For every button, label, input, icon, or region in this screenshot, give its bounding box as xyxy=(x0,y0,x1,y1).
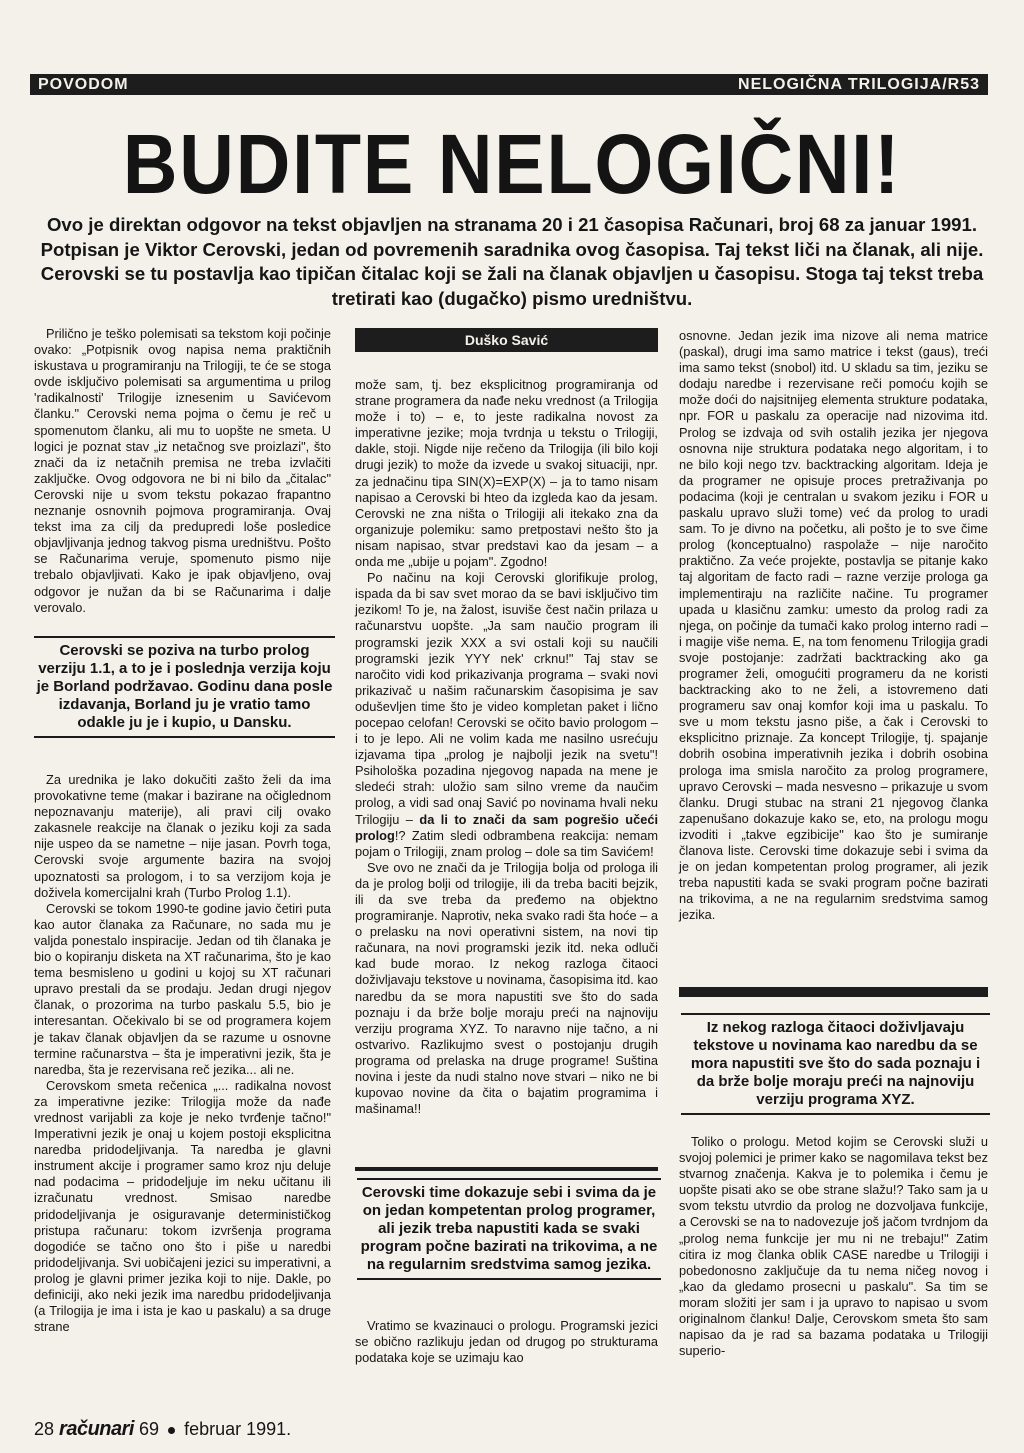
section-label-left: POVODOM xyxy=(38,76,129,93)
article-lead: Ovo je direktan odgovor na tekst objavljen na stranama 20 i 21 časopisa Računari, broj 68 za januar 1991. Potpisan je Viktor Cerovski, jedan od povremenih saradnika ovog časopisa. Taj tekst liči na članak, ali nije. Cerovski se tu postavlja kao tipičan čitalac koji se žali na članak objavljen u časopisu. Stoga taj tekst treba tretirati kao (dugačko) pismo uredništvu. xyxy=(40,214,984,309)
paragraph: može sam, tj. bez eksplicitnog programiranja od strane programera da nađe neku vrednost (a Trilogija može i to) – e, to jeste radikalna novost za imperativne jezike; moja tvrdnja u tekstu o Trilogiji, dakle, stoji. Nigde nije rečeno da Trilogija (ili bilo koji drugi jezik) to može da izvede u svakoj situaciji, npr. za jednačinu tipa SIN(X)=EXP(X) – ja to tamo nisam napisao a Cerovski bi hteo da izgleda kao da jesam. Cerovski ne zna ništa o Trilogiji ali itekako zna da organizuje polemiku: samo pretpostavi nešto što ja nisam napisao, stvar predstavi kao da jesam – a onda me „ubije u pojam". Zgodno! xyxy=(355,377,658,570)
paragraph: Toliko o prologu. Metod kojim se Cerovski služi u svojoj polemici je primer kako se nagomilava tekst bez stvarnog značenja. Kakva je to polemika i čemu je uopšte pisati ako se obe strane slažu!? Tako sam ja u svom tekstu utvrdio da prolog ne dozvoljava funkcije, a Cerovski se na to nadovezuje još jačom tvrdnjom da „prolog nema funkcije jer mu ni ne trebaju!" Zatim citira iz mog članka oblik CASE naredbe u Trilogiji i pobedonosno zaključuje da tu nema ničeg novog i „kao da gledamo prosecni u paskalu". Sa tim se moram složiti jer sam i ja upravo to napisao u svom originalnom članku! Dalje, Cerovskom smeta što sam napisao da je rad sa bazama podataka u Trilogiji superio- xyxy=(679,1134,988,1359)
paragraph-text-tail: !? Zatim sledi odbrambena reakcija: nemam pojam o Trilogiji, znam prolog – dole sa tim Savićem! xyxy=(355,827,658,859)
paragraph-bold: da li to znači da sam pogrešio učeći prolog xyxy=(355,811,659,843)
paragraph: Sve ovo ne znači da je Trilogija bolja od prologa ili da je prolog bolji od trilogije, ili da treba baciti bejzik, ili da sve treba da pređemo na objektno programiranje. Naprotiv, neka svako radi šta hoće – a o prelasku na novi operativni sistem, na novi tip računara, na novi programski jezik itd. neka odluči kad bude morao. Iz nekog razloga čitaoci doživljavaju tekstove u novinama, časopisima itd. kao naredbu da se mora napustiti sve što do sada poznaju i da brže bolje moraju preći na najnoviju verziju programa XYZ. To naravno nije tačno, a ni ostvarivo. Razlikujmo svest o postojanju drugih programa od prelaska na druge programe! Suština novina i jeste da nudi stalno nove stvari – niko ne bi kupovao novine da čita o bajatim programima i mašinama!! xyxy=(355,859,659,1117)
paragraph-text: Po načinu na koji Cerovski glorifikuje prolog, ispada da bi sav svet morao da se bavi isključivo tim jezikom! To je, na žalost, isuviše čest način prilaza u računarstvu uopšte. „Ja sam naučio program ili programski jezik XXX a svi ostali koji su naučili programski jezik YYY nek' crknu!" Taj stav se naročito vidi kod prikazivanja programa – svaki novi prikazivač u našim računarskim časopisima je sav oduševljen time što je video kompletan paket i lično pocepao celofan! Cerovski se očito bavio prologom – i to je lepo. Ali ne volim kada me nasilno usrećuju izjavama tipa „prolog je najbolji jezik na svetu"! Psihološka pozadina njegovog napada na mene je sledeći strah: uložio sam silno vreme da naučim prolog, a vidi sad onaj Savić po novinama hvali neku Trilogiju – xyxy=(355,570,658,827)
pull-quote-1: Cerovski se poziva na turbo prolog verziju 1.1, a to je i poslednja verzija koju je Borland podržavao. Godinu dana posle izdavanja, Borland ju je vratio tamo odakle ju je i kupio, u Dansku. xyxy=(34,636,335,738)
paragraph: osnovne. Jedan jezik ima nizove ali nema matrice (paskal), drugi ima samo matrice i tekst (gaus), treći ima samo tekst (snobol) itd. U skladu sa tim, jeziku se dodaju naredbe i rezervisane reči pomoću kojih se može doći do najsitnijeg elementa strukture podataka, npr. FOR u paskalu za operacije nad nizovima itd. Prolog se izdvaja od svih ostalih jezika jer njegova osnovna nije struktura podataka nego algoritam, i to ne bilo koji nego tzv. backtracking algoritam. Ideja je da programer ne opisuje proces pretraživanja po podacima (koji je centralan u svakom jeziku i FOR u paskalu upravo služi tome) već da prolog to uradi sam. To je divno na početku, ali pošto je to sve čime prolog (konceptualno) raspolaže – nije naročito praktično. Za veće projekte, postavlja se pitanje kako taj algoritam de facto radi – razne verzije prologa ga implementiraju na različite načine. Tu programer upada u klasičnu zamku: umesto da prolog radi za njega, on počinje da tumači kako prolog interno radi – i magije više nema. E, na tom fenomenu Trilogija gradi svoje postojanje: zadržati backtracking ako ga programer želi, omogućiti programeru da ne koristi backtracking ako to ne želi, a istovremeno dati programeru sav onaj komfor koji ima u paskalu. To sve u mom tekstu jasno piše, a čak i Cerovski to eksplicitno priznaje. Za koncept Trilogije, tj. spajanje dobrih osobina imperativnih jezika i dobrih osobina prologa ima smisla naročito za prolog programere, upravo Cerovski – mada nesvesno – prikazuje u svom članku. Drugi stubac na strani 21 njegovog članka zapenušano dokazuje kako se, eto, na prologu mogu izvoditi i „takve egzibicije" kao što je sumiranje članova liste. Cerovski time dokazuje sebi i svima da je on jedan kompetentan prolog programer, ali jezik treba napustiti kada se svaki program počne bazirati na trikovima, a ne na regularnim sredstvima samog jezika. xyxy=(679,328,988,923)
section-label-right: NELOGIČNA TRILOGIJA/R53 xyxy=(738,76,980,93)
page-number: 28 xyxy=(34,1419,55,1439)
column-1-top xyxy=(34,326,331,616)
paragraph: Prilično je teško polemisati sa tekstom koji počinje ovako: „Potpisnik ovog napisa nema praktičnih iskustava u programiranju na Trilogiji, te će se stoga ovde isključivo polemisati sa argumentima u prilog 'radikalnosti' Trilogije iznesenim u Savićevom članku." Cerovski nema pojma o čemu je reč u spomenutom članku, ali mu to uopšte ne smeta. U logici je poznat stav „iz netačnog sve proizlazi", što znači da iz netačnih premisa ne treba izvlačiti zaključke. Ovog odgovora ne bi ni bilo da „čitalac" Cerovski nije u svom tekstu pokazao frapantno neznanje osnovnih pojmova programiranja. Ovaj tekst ima za cilj da predupredi loše posledice objavljivanja jednog takvog pisma uredništvu. Pošto se Računarima veruje, spomenuto pismo nije trebalo objavljivati. Kako je ipak objavljeno, ovaj odgovor je nužan da bi se Računarima i dalje verovalo. xyxy=(34,326,331,615)
paragraph: Cerovski se tokom 1990-te godine javio četiri puta kao autor članaka za Računare, no sada mu je valjda ponestalo inspiracije. Jedan od tih članaka je bio o kopiranju disketa na XT računarima, što je kao tema besmisleno u godini u kojoj su XT računari upravo prestali da se prodaju. Jedan drugi njegov članak, o prozorima na turbo paskalu 5.5, bio je interesantan. Očekivalo bi se od programera kojem je takav članak objavljen da se razume u osnovne termine računarstva – šta je imperativni jezik, šta je naredba, šta je rezervisana reč jezika... ali ne. xyxy=(34,900,331,1077)
column-2-top xyxy=(355,377,658,1117)
column-3-top xyxy=(679,328,988,923)
column-2-bottom xyxy=(355,1318,658,1366)
pull-quote-2: Cerovski time dokazuje sebi i svima da je on jedan kompetentan prolog programer, ali jezik treba napustiti kada se svaki program počne bazirati na trikovima, a ne na regularnim sredstvima samog jezika. xyxy=(357,1178,661,1280)
section-header-bar xyxy=(30,74,988,95)
divider-bar xyxy=(355,1167,658,1171)
issue-number: 69 xyxy=(139,1419,160,1439)
paragraph: Za urednika je lako dokučiti zašto želi da ima provokativne teme (makar i bazirane na očiglednom nepoznavanju materije), ali pravi cilj ovako zakasnele reakcije na članak o jeziku koji za sada nije uspeo da se nametne – nije jasan. Povrh toga, Cerovski svoje argumente bazira na svojoj upoznatosti sa prologom, i to sa verzijom koja je doživela komercijalni krah (Turbo Prolog 1.1). xyxy=(34,772,331,900)
author-byline: Duško Savić xyxy=(355,328,658,352)
bullet-icon xyxy=(168,1427,175,1434)
issue-date: februar 1991. xyxy=(184,1419,292,1439)
column-3-bottom xyxy=(679,1134,988,1359)
magazine-logo: računari xyxy=(59,1418,134,1440)
column-1-bottom xyxy=(34,772,331,1335)
divider-bar xyxy=(679,987,988,997)
paragraph xyxy=(355,570,658,860)
pull-quote-3: Iz nekog razloga čitaoci doživljavaju tekstove u novinama kao naredbu da se mora napustiti sve što do sada poznaju i da brže bolje moraju preći na najnoviju verziju programa XYZ. xyxy=(681,1013,990,1115)
paragraph: Vratimo se kvazinauci o prologu. Programski jezici se obično razlikuju jedan od drugog po strukturama podataka koje se uzimaju kao xyxy=(355,1318,658,1366)
article-headline: BUDITE NELOGIČNI! xyxy=(122,117,902,211)
page-footer xyxy=(34,1418,291,1440)
paragraph: Cerovskom smeta rečenica „... radikalna novost za imperativne jezike: Trilogija može da nađe vrednost varijabli za koje je neko tvrđenje tačno!" Imperativni jezik je onaj u kojem postoji eksplicitna naredba pridodeljivanja. Ta naredba je glavni instrument akcije i programer samo kroz nju deluje nad podacima – pridodeljuje im neku učitanu ili izračunatu vrednost. Smisao naredbe pridodeljivanja je osiguravanje determinističkog pristupa računaru: tokom izvršenja programa dogodiće se tačno ono što i piše u naredbi pridodeljivanja. Svi uobičajeni jezici su imperativni, a prolog je glavni primer jezika koji to nije. Dakle, po definiciji, ako neki jezik ima naredbu pridodeljivanja (a Trilogija je ima i ista je kao u paskalu) a sa druge strane xyxy=(34,1077,331,1335)
